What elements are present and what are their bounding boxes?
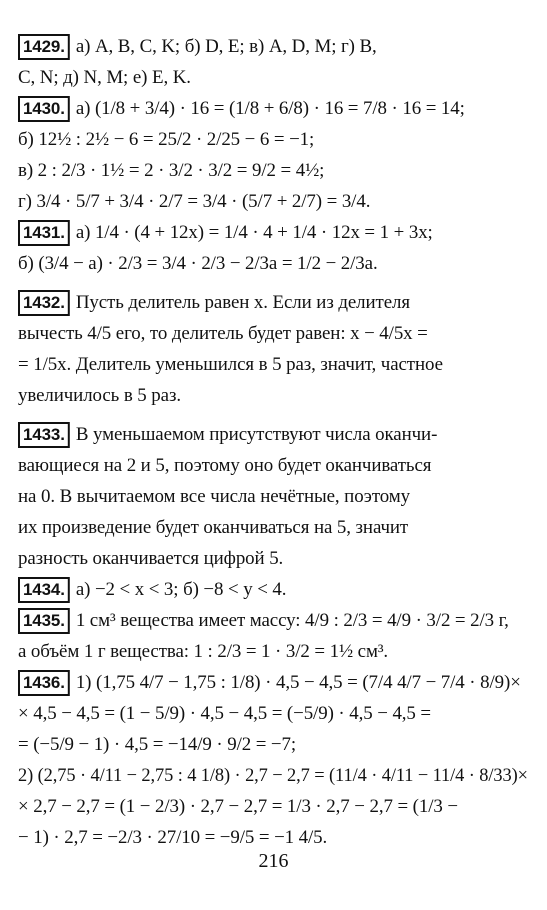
problem-text: в) 2 : 2/3 · 1½ = 2 · 3/2 · 3/2 = 9/2 = 4½;: [18, 160, 325, 182]
problem-1432-line-4: [18, 379, 528, 410]
page-number: 216: [258, 850, 289, 872]
problem-text: = 1/5x. Делитель уменьшился в 5 раз, значит, частное: [18, 354, 443, 376]
problem-1436-line-5: [18, 790, 528, 821]
problem-text: Пусть делитель равен x. Если из делителя: [75, 292, 410, 314]
problem-number-1431: 1431.: [18, 220, 70, 246]
problem-1436-line-6: [18, 821, 528, 852]
problem-text: = (−5/9 − 1) · 4,5 = −14/9 · 9/2 = −7;: [18, 734, 297, 756]
problem-1436-line-4: [18, 759, 528, 790]
problem-number-1432: 1432.: [18, 290, 70, 316]
problem-text: − 1) · 2,7 = −2/3 · 27/10 = −9/5 = −1 4/5.: [18, 827, 328, 849]
problem-text: C, N; д) N, M; е) E, K.: [18, 67, 191, 89]
problem-1433-line-4: [18, 511, 528, 542]
problem-1429-line-1: [18, 30, 528, 61]
problem-text: г) 3/4 · 5/7 + 3/4 · 2/7 = 3/4 · (5/7 + 2/7) = 3/4.: [18, 191, 371, 213]
problem-text: на 0. В вычитаемом все числа нечётные, поэтому: [18, 486, 410, 508]
problem-text: их произведение будет оканчиваться на 5, значит: [18, 517, 409, 539]
problem-text: В уменьшаемом присутствуют числа оканчи-: [75, 424, 438, 446]
problem-text: а) 1/4 · (4 + 12x) = 1/4 · 4 + 1/4 · 12x = 1 + 3x;: [75, 222, 433, 244]
problem-1433-line-5: [18, 542, 528, 573]
problem-number-1436: 1436.: [18, 670, 70, 696]
problem-1430-line-2: [18, 123, 528, 154]
problem-1432-line-1: [18, 286, 528, 317]
problem-number-1435: 1435.: [18, 608, 70, 634]
problem-text: × 4,5 − 4,5 = (1 − 5/9) · 4,5 − 4,5 = (−5/9) · 4,5 − 4,5 =: [18, 703, 432, 725]
problem-text: вычесть 4/5 его, то делитель будет равен: x − 4/5x =: [18, 323, 428, 345]
problem-1436-line-2: [18, 697, 528, 728]
problem-1429-line-2: [18, 61, 528, 92]
problem-1432-line-3: [18, 348, 528, 379]
problem-1433-line-2: [18, 449, 528, 480]
problem-1434-line-1: [18, 573, 528, 604]
problem-text: 1 см³ вещества имеет массу: 4/9 : 2/3 = 4/9 · 3/2 = 2/3 г,: [75, 610, 509, 632]
problem-1431-line-2: [18, 247, 528, 278]
problem-text: 1) (1,75 4/7 − 1,75 : 1/8) · 4,5 − 4,5 = (7/4 4/7 − 7/4 · 8/9)×: [75, 672, 521, 694]
page-content: [18, 30, 530, 852]
problem-number-1429: 1429.: [18, 34, 70, 60]
problem-number-1434: 1434.: [18, 577, 70, 603]
problem-1435-line-1: [18, 604, 528, 635]
problem-text: увеличилось в 5 раз.: [18, 385, 181, 407]
problem-text: разность оканчивается цифрой 5.: [18, 548, 284, 570]
problem-number-1433: 1433.: [18, 422, 70, 448]
problem-1430-line-1: [18, 92, 528, 123]
problem-1436-line-3: [18, 728, 528, 759]
problem-text: 2) (2,75 · 4/11 − 2,75 : 4 1/8) · 2,7 − 2,7 = (11/4 · 4/11 − 11/4 · 8/33)×: [18, 765, 528, 787]
problem-1430-line-3: [18, 154, 528, 185]
problem-1430-line-4: [18, 185, 528, 216]
problem-1433-line-1: [18, 418, 528, 449]
problem-text: а) −2 < x < 3; б) −8 < y < 4.: [75, 579, 287, 601]
problem-text: вающиеся на 2 и 5, поэтому оно будет оканчиваться: [18, 455, 432, 477]
problem-text: б) 12½ : 2½ − 6 = 25/2 · 2/25 − 6 = −1;: [18, 129, 315, 151]
problem-1436-line-1: [18, 666, 528, 697]
problem-text: б) (3/4 − a) · 2/3 = 3/4 · 2/3 − 2/3a = 1/2 − 2/3a.: [18, 253, 378, 275]
problem-text: а) A, B, C, K; б) D, E; в) A, D, M; г) B,: [75, 36, 377, 58]
problem-number-1430: 1430.: [18, 96, 70, 122]
problem-1431-line-1: [18, 216, 528, 247]
problem-text: × 2,7 − 2,7 = (1 − 2/3) · 2,7 − 2,7 = 1/3 · 2,7 − 2,7 = (1/3 −: [18, 796, 458, 818]
problem-1435-line-2: [18, 635, 528, 666]
problem-1433-line-3: [18, 480, 528, 511]
problem-1432-line-2: [18, 317, 528, 348]
problem-text: а) (1/8 + 3/4) · 16 = (1/8 + 6/8) · 16 = 7/8 · 16 = 14;: [75, 98, 465, 120]
problem-text: а объём 1 г вещества: 1 : 2/3 = 1 · 3/2 = 1½ см³.: [18, 641, 389, 663]
